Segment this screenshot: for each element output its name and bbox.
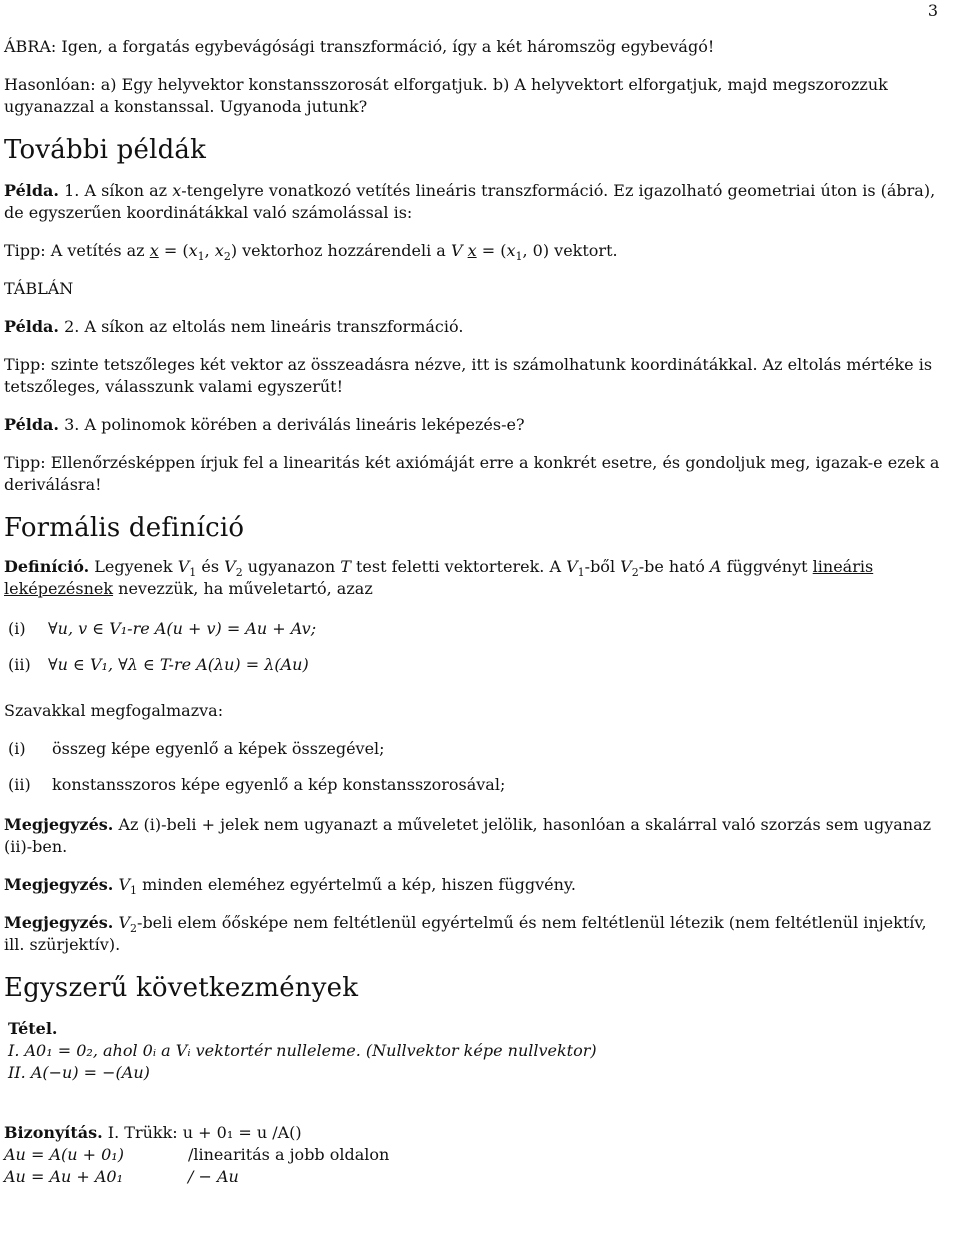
math-var: x [214,241,224,260]
item-text: összeg képe egyenlő a képek összegével; [52,739,385,758]
math-subscript: 2 [130,922,138,936]
megjegyzes-text: -beli elem őősképe nem feltétlenül egyértelmű és nem feltétlenül létezik (nem feltétlenül injektív, ill. szürjektív). [4,913,927,954]
pelda-number: 3. [64,415,80,434]
math-text: = ( [163,241,189,260]
math-subscript: 1 [577,566,585,580]
bizonyitas-block [4,1122,944,1188]
item-label: (i) [8,739,26,758]
megjegyzes-3 [4,912,944,956]
item-label: (ii) [8,655,31,674]
pelda-number: 2. [64,317,80,336]
axiom-item-1 [8,618,944,640]
proof-formula: Au = A(u + 0₁) [4,1145,124,1164]
proof-comment: / − Au [188,1167,239,1186]
definicio-text: és [201,557,220,576]
tipp-text: Tipp: A vetítés az [4,241,145,260]
abra-paragraph: ÁBRA: Igen, a forgatás egybevágósági transzformáció, így a két háromszög egybevágó! [4,37,715,56]
math-subscript: 2 [235,566,243,580]
tipp-1-paragraph [4,240,944,262]
math-subscript: 1 [130,884,138,898]
math-text: = ( [481,241,507,260]
math-subscript: 2 [223,250,231,264]
math-vector: x [149,241,159,260]
megjegyzes-1 [4,814,944,858]
definicio-text: -ből [584,557,616,576]
hasonloan-paragraph: Hasonlóan: a) Egy helyvektor konstansszorosát elforgatjuk. b) A helyvektort elforgatjuk, majd megszorozzuk ugyanazzal a konstanssal. Ugyanoda jutunk? [4,75,888,116]
tetel-block [8,1018,944,1084]
bizonyitas-line-1 [4,1122,944,1144]
tablan-text: TÁBLÁN [4,279,74,298]
pelda-text: A síkon az [84,181,168,200]
section-heading-formalis-definicio: Formális definíció [4,513,245,543]
definicio-text: test feletti vektorterek. A [355,557,561,576]
definicio-text: ugyanazon [247,557,336,576]
szavakkal-text: Szavakkal megfogalmazva: [4,701,224,720]
bizonyitas-text: I. Trükk: u + 0₁ = u /A() [107,1123,302,1142]
math-vector: x [467,241,477,260]
math-subscript: 2 [631,566,639,580]
definicio-text: függvényt [726,557,808,576]
math-var: T [340,557,351,576]
tetel-line-1: I. A0₁ = 0₂, ahol 0ᵢ a Vᵢ vektortér nulleleme. (Nullvektor képe nullvektor) [8,1041,597,1060]
pelda-text: -tengelyre vonatkozó vetítés lineáris transzformáció. Ez igazolható geometriai úton is (ábra), de egyszerűen koordinátákkal való számolással is: [4,181,936,222]
math-subscript: 1 [515,250,523,264]
bizonyitas-line-3 [4,1166,944,1188]
tetel-label: Tétel. [8,1019,58,1038]
item-text: konstansszoros képe egyenlő a kép konstansszorosával; [52,775,506,794]
math-var: x [188,241,198,260]
megjegyzes-2 [4,874,944,896]
pelda-text: A síkon az eltolás nem lineáris transzformáció. [84,317,464,336]
defined-term: lineáris leképezésnek [4,557,874,598]
word-item-2 [8,774,944,796]
axiom-item-2 [8,654,944,676]
item-label: (i) [8,619,26,638]
math-var: V [566,557,578,576]
document-page [4,0,944,1188]
definicio-text: Legyenek [94,557,173,576]
math-text: , [204,241,210,260]
word-item-1 [8,738,944,760]
pelda-label: Példa. [4,415,59,434]
megjegyzes-text: minden eleméhez egyértelmű a kép, hiszen függvény. [142,875,576,894]
bizonyitas-line-2 [4,1144,944,1166]
megjegyzes-label: Megjegyzés. [4,913,114,932]
math-var: A [709,557,722,576]
math-var: V [118,913,131,932]
proof-comment: /linearitás a jobb oldalon [188,1145,390,1164]
math-var: V [620,557,632,576]
tipp-2-paragraph: Tipp: szinte tetszőleges két vektor az összeadásra nézve, itt is számolhatunk koordinátákkal. Az eltolás mértéke is tetszőleges, válasszunk valami egyszerűt! [4,355,933,396]
tipp-3-paragraph: Tipp: Ellenőrzésképpen írjuk fel a linearitás két axiómáját erre a konkrét esetre, és gondoljuk meg, igazak-e ezek a deriválásra! [4,453,940,494]
megjegyzes-text: Az (i)-beli + jelek nem ugyanazt a műveletet jelölik, hasonlóan a skalárral való szorzás sem ugyanaz (ii)-ben. [4,815,932,856]
pelda-label: Példa. [4,181,59,200]
axiom-formula: ∀u, v ∈ V₁-re A(u + v) = Au + Av; [48,619,317,638]
pelda-text: A polinomok körében a deriválás lineáris leképezés-e? [84,415,525,434]
megjegyzes-label: Megjegyzés. [4,875,114,894]
pelda-label: Példa. [4,317,59,336]
math-subscript: 1 [189,566,197,580]
tipp-text: ) vektorhoz hozzárendeli a [230,241,446,260]
math-var: V [450,241,463,260]
tetel-line-2: II. A(−u) = −(Au) [8,1063,150,1082]
math-var: x [172,181,182,200]
math-var: V [177,557,190,576]
definicio-text: nevezzük, ha műveletartó, azaz [118,579,373,598]
pelda-2-paragraph [4,316,944,338]
pelda-3-paragraph [4,414,944,436]
page-number: 3 [927,1,938,20]
pelda-1-paragraph [4,180,944,224]
megjegyzes-label: Megjegyzés. [4,815,114,834]
item-label: (ii) [8,775,31,794]
math-var: x [506,241,516,260]
math-subscript: 1 [197,250,205,264]
definicio-paragraph [4,556,944,600]
math-var: V [118,875,131,894]
math-var: V [224,557,236,576]
bizonyitas-label: Bizonyítás. [4,1123,103,1142]
proof-formula: Au = Au + A0₁ [4,1167,124,1186]
axiom-formula: ∀u ∈ V₁, ∀λ ∈ T-re A(λu) = λ(Au) [48,655,309,674]
section-heading-tovabbi-peldak: További példák [4,135,207,165]
tipp-text: , 0) vektort. [522,241,618,260]
definicio-label: Definíció. [4,557,90,576]
section-heading-egyszeru-kovetkezmenyek: Egyszerű következmények [4,973,359,1003]
definicio-text: -be ható [638,557,705,576]
pelda-number: 1. [64,181,80,200]
